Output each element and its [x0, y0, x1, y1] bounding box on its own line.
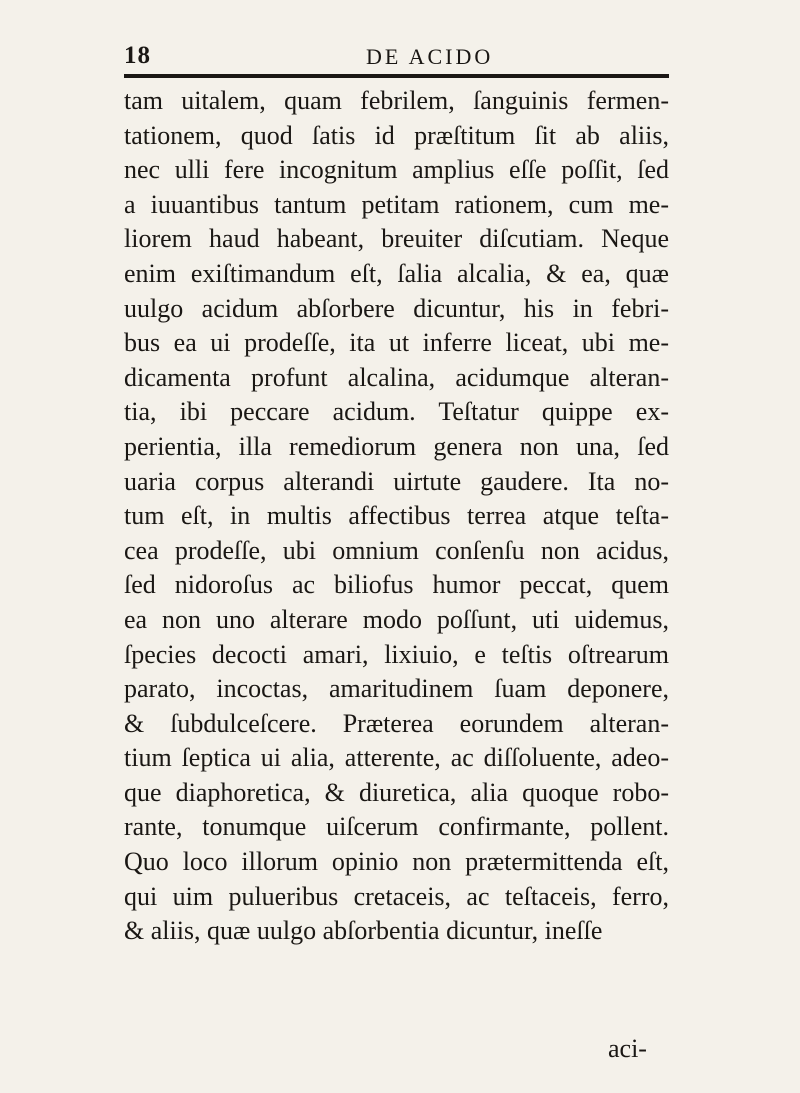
- text-line: & ſubdulceſcere. Præterea eorundem alteran-: [124, 708, 669, 738]
- text-line: enim exiſtimandum eſt, ſalia alcalia, & ea, quæ: [124, 258, 669, 288]
- running-head: DE ACIDO: [366, 44, 494, 69]
- text-line: uaria corpus alterandi uirtute gaudere. Ita no-: [124, 466, 669, 496]
- text-line: & aliis, quæ uulgo abſorbentia dicuntur, ineſſe: [124, 916, 603, 946]
- body-text: [124, 84, 669, 949]
- page-header: [124, 30, 669, 70]
- text-line: liorem haud habeant, breuiter diſcutiam. Neque: [124, 224, 669, 254]
- text-line: qui uim pulueribus cretaceis, ac teſtaceis, ferro,: [124, 881, 669, 911]
- text-line: cea prodeſſe, ubi omnium conſenſu non acidus,: [124, 535, 669, 565]
- text-line: perientia, illa remediorum genera non una, ſed: [124, 431, 669, 461]
- page-number: 18: [124, 42, 151, 69]
- text-line: tia, ibi peccare acidum. Teſtatur quippe ex-: [124, 397, 669, 427]
- text-line: uulgo acidum abſorbere dicuntur, his in febri-: [124, 293, 669, 323]
- text-line: tam uitalem, quam febrilem, ſanguinis fermen-: [124, 86, 669, 115]
- text-line: dicamenta profunt alcalina, acidumque alteran-: [124, 362, 669, 392]
- text-line: que diaphoretica, & diuretica, alia quoque robo-: [124, 777, 669, 807]
- text-line: tationem, quod ſatis id præſtitum ſit ab aliis,: [124, 120, 669, 150]
- text-line: Quo loco illorum opinio non prætermittenda eſt,: [124, 847, 669, 877]
- text-line: rante, tonumque uiſcerum confirmante, pollent.: [124, 812, 669, 842]
- header-rule: [124, 74, 669, 78]
- text-line: tium ſeptica ui alia, atterente, ac diſſoluente, adeo-: [124, 743, 669, 773]
- text-line: ſpecies decocti amari, lixiuio, e teſtis oſtrearum: [124, 639, 669, 669]
- text-line: nec ulli fere incognitum amplius eſſe poſſit, ſed: [124, 155, 669, 185]
- text-line: a iuuantibus tantum petitam rationem, cum me-: [124, 189, 669, 219]
- text-line: ſed nidoroſus ac biliofus humor peccat, quem: [124, 570, 669, 600]
- catchword: aci-: [608, 1034, 647, 1063]
- text-line: tum eſt, in multis affectibus terrea atque teſta-: [124, 501, 669, 531]
- text-line: ea non uno alterare modo poſſunt, uti uidemus,: [124, 604, 669, 634]
- text-line: parato, incoctas, amaritudinem ſuam deponere,: [124, 674, 669, 704]
- text-line: bus ea ui prodeſſe, ita ut inferre liceat, ubi me-: [124, 328, 669, 358]
